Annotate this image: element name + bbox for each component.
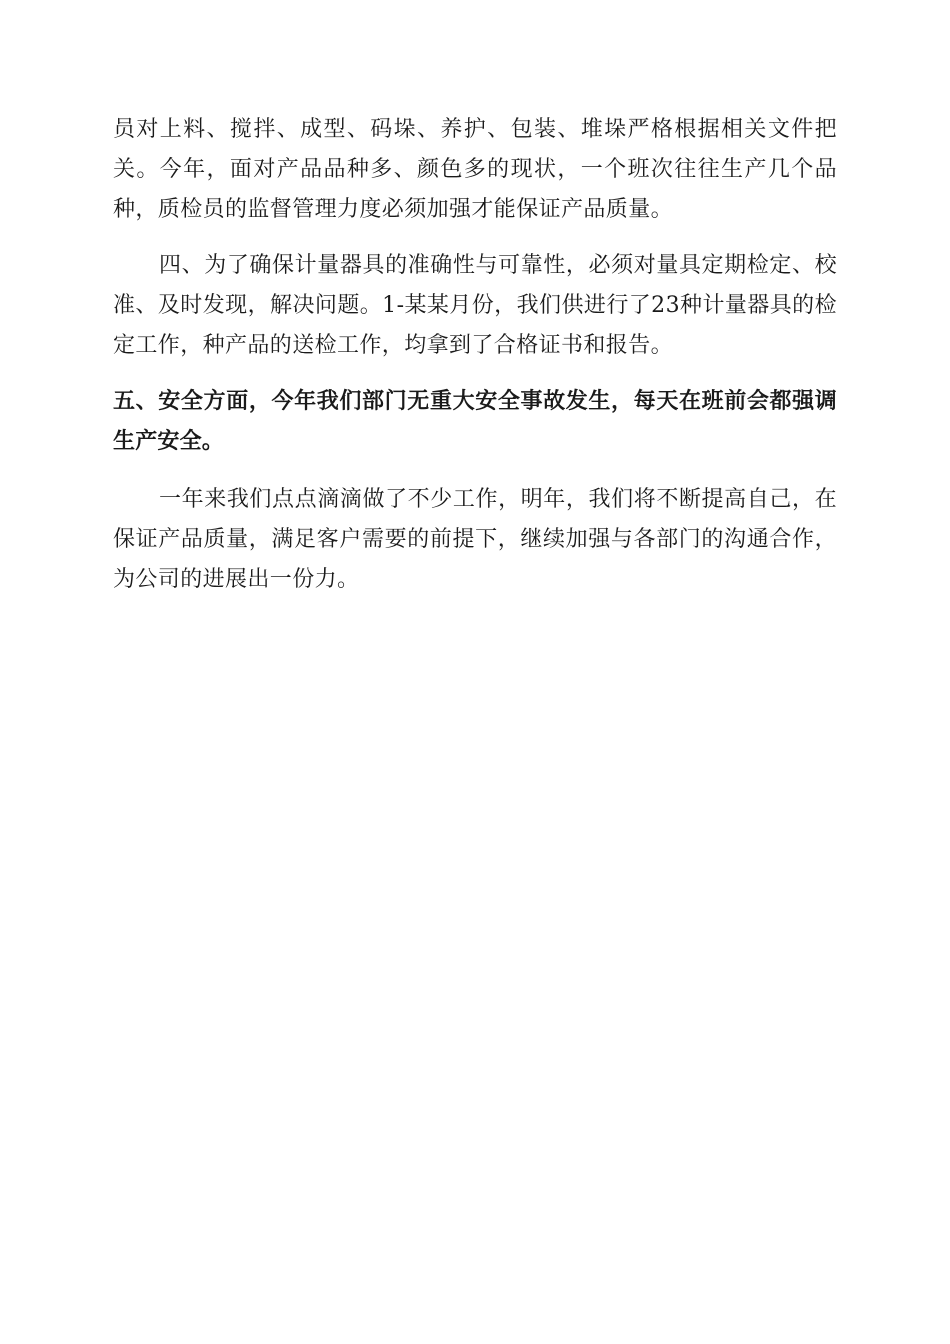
paragraph-measuring-instruments: 四、为了确保计量器具的准确性与可靠性，必须对量具定期检定、校准、及时发现，解决问题。1-某某月份，我们供进行了23种计量器具的检定工作，种产品的送检工作，均拿到了合格证书和报告。	[113, 253, 837, 358]
document-page	[113, 110, 837, 600]
paragraph-quality-inspection: 员对上料、搅拌、成型、码垛、养护、包装、堆垛严格根据相关文件把关。今年，面对产品品种多、颜色多的现状，一个班次往往生产几个品种，质检员的监督管理力度必须加强才能保证产品质量。	[113, 117, 837, 222]
section-heading-safety: 五、安全方面，今年我们部门无重大安全事故发生，每天在班前会都强调生产安全。	[113, 389, 837, 454]
paragraph-conclusion: 一年来我们点点滴滴做了不少工作，明年，我们将不断提高自己，在保证产品质量，满足客户需要的前提下，继续加强与各部门的沟通合作，为公司的进展出一份力。	[113, 487, 837, 592]
